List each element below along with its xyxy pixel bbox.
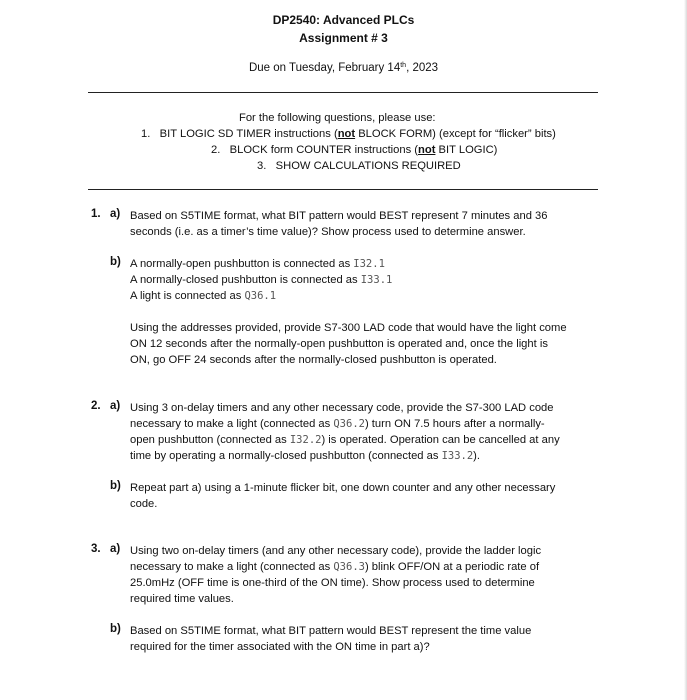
- top-divider: [88, 92, 598, 93]
- question-1b-text: Using the addresses provided, provide S7-300 LAD code that would have the light come ON 12 seconds after the normally-open pushbutton is operated and, once the light is ON, go OFF 24 seconds after the normally-closed pushbutton is operated.: [130, 322, 567, 366]
- question-1b-label: b): [110, 256, 121, 268]
- instruction-item-1: 1. BIT LOGIC SD TIMER instructions (not BLOCK FORM) (except for “flicker” bits): [141, 128, 556, 140]
- question-2b-text: Repeat part a) using a 1-minute flicker bit, one down counter and any other necessary code.: [130, 482, 556, 510]
- question-1b-connections: A normally-open pushbutton is connected as I32.1 A normally-closed pushbutton is connected as I33.1 A light is connected as Q36.1: [130, 258, 393, 302]
- question-3a-label: a): [110, 543, 121, 555]
- question-2a-text: Using 3 on-delay timers and any other necessary code, provide the S7-300 LAD code necessary to make a light (connected as Q36.2) turn ON 7.5 hours after a normally- open pushbutton (connected as I32.2) is operated. Operation can be cancelled at any time by operating a normally-closed pushbutton (connected as I33.2).: [130, 402, 560, 462]
- question-3a-text: Using two on-delay timers (and any other necessary code), provide the ladder logic necessary to make a light (connected as Q36.3) blink OFF/ON at a periodic rate of 25.0mHz (OFF time is one-third of the ON time). Show process used to determine required time values.: [130, 545, 542, 605]
- instruction-item-3: 3. SHOW CALCULATIONS REQUIRED: [257, 160, 461, 172]
- course-title: DP2540: Advanced PLCs: [272, 13, 415, 27]
- assignment-title: Assignment # 3: [299, 31, 388, 45]
- bottom-divider: [88, 189, 598, 190]
- question-1a-label: a): [110, 208, 121, 220]
- due-date: Due on Tuesday, February 14th, 2023: [248, 62, 439, 74]
- instruction-item-2: 2. BLOCK form COUNTER instructions (not BIT LOGIC): [211, 144, 498, 156]
- question-3b-label: b): [110, 623, 121, 635]
- question-1-number: 1.: [91, 208, 101, 220]
- question-2a-label: a): [110, 400, 121, 412]
- question-2-number: 2.: [91, 400, 101, 412]
- question-2b-label: b): [110, 480, 121, 492]
- question-1a-text: Based on S5TIME format, what BIT pattern would BEST represent 7 minutes and 36 seconds (i.e. as a timer’s time value)? Show process used to determine answer.: [130, 210, 548, 238]
- question-3b-text: Based on S5TIME format, what BIT pattern would BEST represent the time value required for the timer associated with the ON time in part a)?: [130, 625, 532, 653]
- instructions-intro: For the following questions, please use:: [239, 112, 436, 124]
- question-3-number: 3.: [91, 543, 101, 555]
